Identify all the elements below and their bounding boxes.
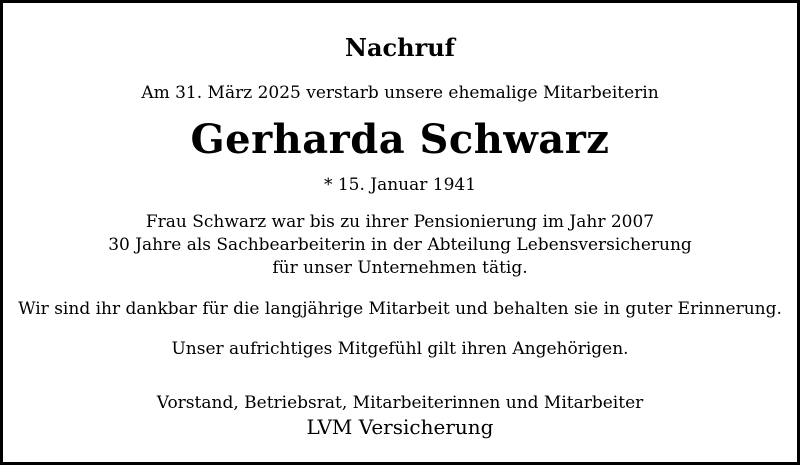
signers-text: Vorstand, Betriebsrat, Mitarbeiterinnen und Mitarbeiter <box>156 393 644 413</box>
thanks-text: Wir sind ihr dankbar für die langjährige Mitarbeit und behalten sie in guter Erinnerung. <box>18 299 782 319</box>
birth-date: * 15. Januar 1941 <box>323 175 477 195</box>
biography-line: Frau Schwarz war bis zu ihrer Pensionierung im Jahr 2007 <box>145 212 655 232</box>
biography-line: für unser Unternehmen tätig. <box>272 258 528 278</box>
biography-line: 30 Jahre als Sachbearbeiterin in der Abteilung Lebensversicherung <box>108 235 692 255</box>
condolence-text: Unser aufrichtiges Mitgefühl gilt ihren Angehörigen. <box>171 339 629 359</box>
intro-text: Am 31. März 2025 verstarb unsere ehemalige Mitarbeiterin <box>141 83 659 103</box>
company-name: LVM Versicherung <box>306 415 494 439</box>
deceased-name: Gerharda Schwarz <box>190 116 610 163</box>
biography-block <box>3 211 797 280</box>
notice-heading: Nachruf <box>345 33 455 62</box>
